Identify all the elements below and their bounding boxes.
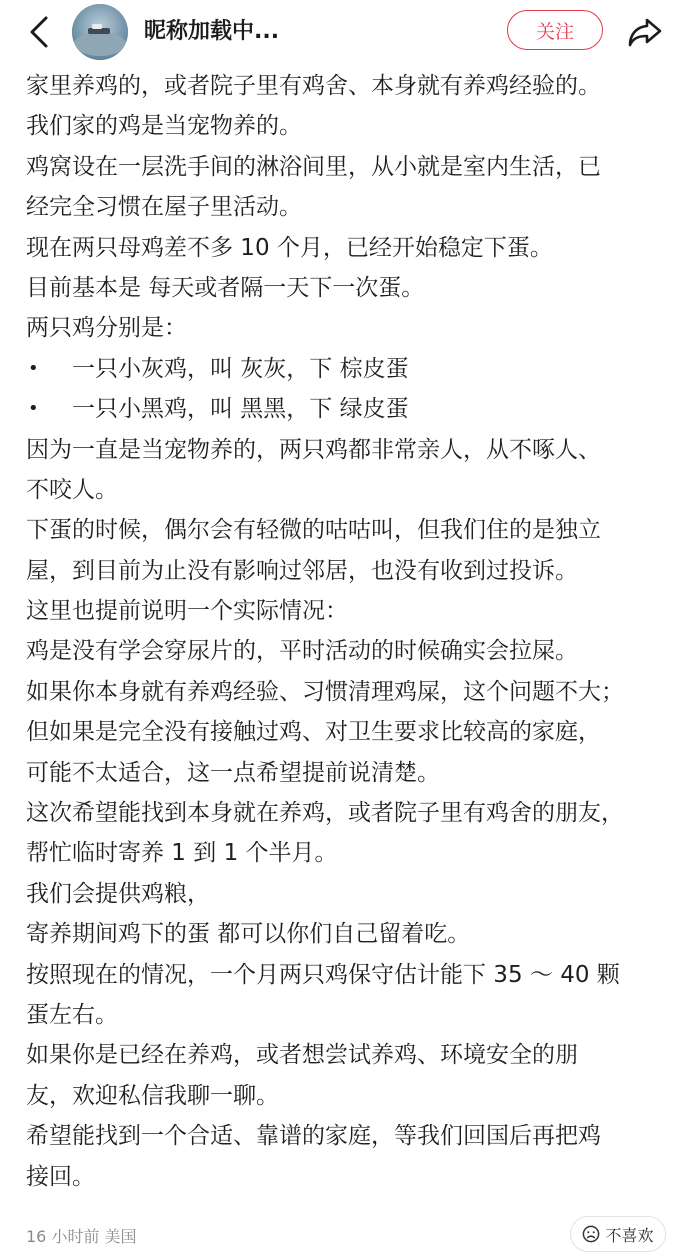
post-line: 不咬人。 [26,476,118,503]
nickname[interactable]: 昵称加载中... [144,19,280,44]
post-body [26,66,666,1197]
post-line: 但如果是完全没有接触过鸡、对卫生要求比较高的家庭， [26,719,601,746]
share-button[interactable] [625,13,665,51]
post-line: 希望能找到一个合适、靠谱的家庭，等我们回国后再把鸡 [26,1123,601,1150]
post-line: 现在两只母鸡差不多 10 个月，已经开始稳定下蛋。 [26,234,553,261]
post-line: 屋，到目前为止没有影响过邻居，也没有收到过投诉。 [26,557,578,584]
post-meta [26,1224,137,1247]
frown-face-icon [582,1225,600,1243]
dislike-button[interactable] [570,1216,666,1252]
post-line: 可能不太适合，这一点希望提前说清楚。 [26,759,440,786]
post-line: 按照现在的情况，一个月两只鸡保守估计能下 35 ～ 40 颗 [26,961,620,988]
post-line: 寄养期间鸡下的蛋 都可以你们自己留着吃。 [26,921,471,948]
dislike-label: 不喜欢 [605,1225,654,1245]
post-line: 两只鸡分别是： [26,315,187,342]
post-line: 因为一直是当宠物养的，两只鸡都非常亲人，从不啄人、 [26,436,601,463]
list-item-text: 一只小黑鸡，叫 黑黑，下 绿皮蛋 [72,396,409,423]
post-line: 家里养鸡的，或者院子里有鸡舍、本身就有养鸡经验的。 [26,73,601,99]
post-line: 蛋左右。 [26,1001,118,1028]
share-arrow-icon [627,16,663,48]
post-location: 美国 [104,1227,137,1246]
back-button[interactable] [22,14,56,50]
post-line: 我们家的鸡是当宠物养的。 [26,113,302,140]
bullet-icon: • [28,357,39,379]
avatar-image [72,4,128,60]
post-line: 这次希望能找到本身就在养鸡，或者院子里有鸡舍的朋友， [26,800,624,827]
post-line: 如果你是已经在养鸡，或者想尝试养鸡、环境安全的朋 [26,1042,578,1069]
chevron-left-icon [28,15,50,49]
post-line: 下蛋的时候，偶尔会有轻微的咕咕叫，但我们住的是独立 [26,517,601,544]
follow-button[interactable]: 关注 [507,10,603,50]
bullet-icon: • [28,398,39,420]
post-time: 16 小时前 [26,1227,100,1246]
post-header [0,0,690,64]
list-item [26,389,666,429]
list-item-text: 一只小灰鸡，叫 灰灰，下 棕皮蛋 [72,355,409,382]
post-line: 友，欢迎私信我聊一聊。 [26,1082,279,1109]
post-line: 帮忙临时寄养 1 到 1 个半月。 [26,840,338,867]
post-line: 我们会提供鸡粮， [26,880,210,907]
post-line: 接回。 [26,1163,95,1190]
post-line: 鸡是没有学会穿尿片的，平时活动的时候确实会拉屎。 [26,638,578,665]
post-line: 这里也提前说明一个实际情况： [26,598,348,625]
list-item [26,349,666,389]
post-line: 如果你本身就有养鸡经验、习惯清理鸡屎，这个问题不大； [26,678,624,705]
avatar[interactable] [72,4,128,60]
post-footer [0,1212,690,1256]
post-line: 经完全习惯在屋子里活动。 [26,194,302,221]
post-line: 鸡窝设在一层洗手间的淋浴间里，从小就是室内生活，已 [26,153,601,180]
post-line: 目前基本是 每天或者隔一天下一次蛋。 [26,274,425,301]
